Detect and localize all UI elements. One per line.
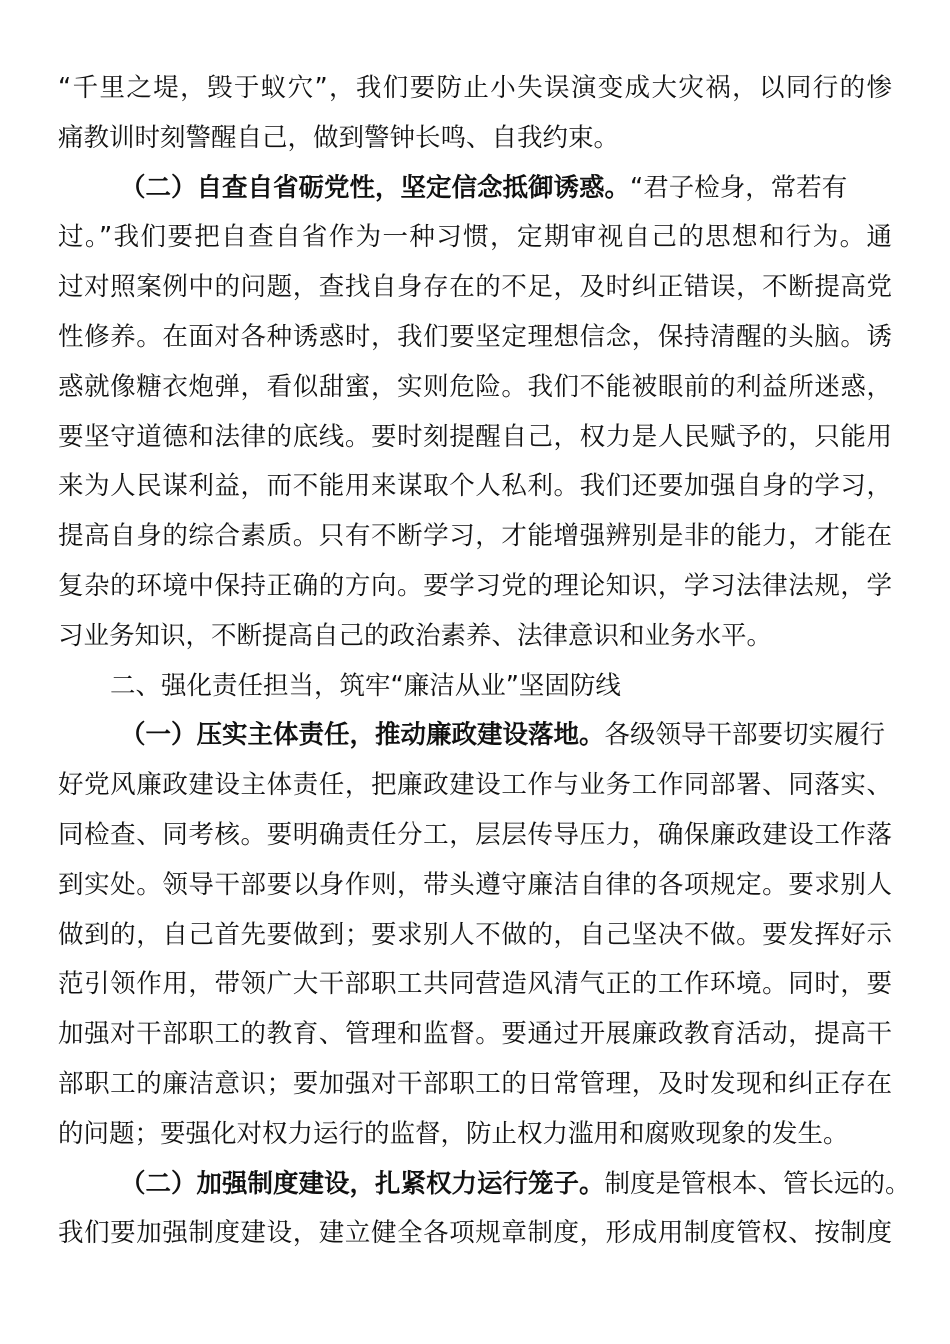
text-line: 性修养。在面对各种诱惑时，我们要坚定理想信念，保持清醒的头脑。诱 [58, 321, 892, 352]
text-line: 到实处。领导干部要以身作则，带头遵守廉洁自律的各项规定。要求别人 [58, 869, 892, 900]
section-heading: 二、强化责任担当，筑牢“廉洁从业”坚固防线 [110, 670, 621, 701]
text-line: 提高自身的综合素质。只有不断学习，才能增强辨别是非的能力，才能在 [58, 521, 892, 552]
text-line: “千里之堤，毁于蚁穴”，我们要防止小失误演变成大灾祸，以同行的惨 [58, 73, 892, 103]
text-line: 好党风廉政建设主体责任，把廉政建设工作与业务工作同部署、同落实、 [58, 770, 892, 801]
text-line: 部职工的廉洁意识；要加强对干部职工的日常管理，及时发现和纠正存在 [58, 1068, 892, 1099]
text-line: 范引领作用，带领广大干部职工共同营造风清气正的工作环境。同时，要 [58, 969, 892, 1000]
text-line: 我们要加强制度建设，建立健全各项规章制度，形成用制度管权、按制度 [58, 1218, 892, 1249]
text-run: “君子检身，常若有 [630, 172, 848, 203]
subsection-heading: （二）加强制度建设，扎紧权力运行笼子。 [120, 1168, 605, 1199]
text-line: 习业务知识，不断提高自己的政治素养、法律意识和业务水平。 [58, 620, 773, 651]
paragraph-first-line [58, 1160, 911, 1210]
subsection-heading: （二）自查自省砺党性，坚定信念抵御诱惑。 [120, 172, 631, 203]
text-line: 痛教训时刻警醒自己，做到警钟长鸣、自我约束。 [58, 122, 620, 153]
text-line: 来为人民谋利益，而不能用来谋取个人私利。我们还要加强自身的学习， [58, 471, 892, 502]
text-line: 的问题；要强化对权力运行的监督，防止权力滥用和腐败现象的发生。 [58, 1118, 849, 1149]
text-line: 过。”我们要把自查自省作为一种习惯，定期审视自己的思想和行为。通 [58, 222, 892, 253]
text-line: 同检查、同考核。要明确责任分工，层层传导压力，确保廉政建设工作落 [58, 819, 892, 850]
text-line: 加强对干部职工的教育、管理和监督。要通过开展廉政教育活动，提高干 [58, 1019, 892, 1050]
text-line: 过对照案例中的问题，查找自身存在的不足，及时纠正错误，不断提高党 [58, 272, 892, 303]
paragraph-first-line [58, 164, 892, 214]
text-line: 惑就像糖衣炮弹，看似甜蜜，实则危险。我们不能被眼前的利益所迷惑， [58, 371, 892, 402]
text-line: 要坚守道德和法律的底线。要时刻提醒自己，权力是人民赋予的，只能用 [58, 421, 892, 452]
document-page [58, 64, 911, 1259]
text-line: 做到的，自己首先要做到；要求别人不做的，自己坚决不做。要发挥好示 [58, 919, 892, 950]
text-line: 复杂的环境中保持正确的方向。要学习党的理论知识，学习法律法规，学 [58, 570, 892, 601]
text-run: 制度是管根本、管长远的。 [604, 1168, 911, 1199]
paragraph-first-line [58, 711, 892, 761]
text-run: 各级领导干部要切实履行 [604, 720, 886, 751]
subsection-heading: （一）压实主体责任，推动廉政建设落地。 [120, 720, 605, 751]
